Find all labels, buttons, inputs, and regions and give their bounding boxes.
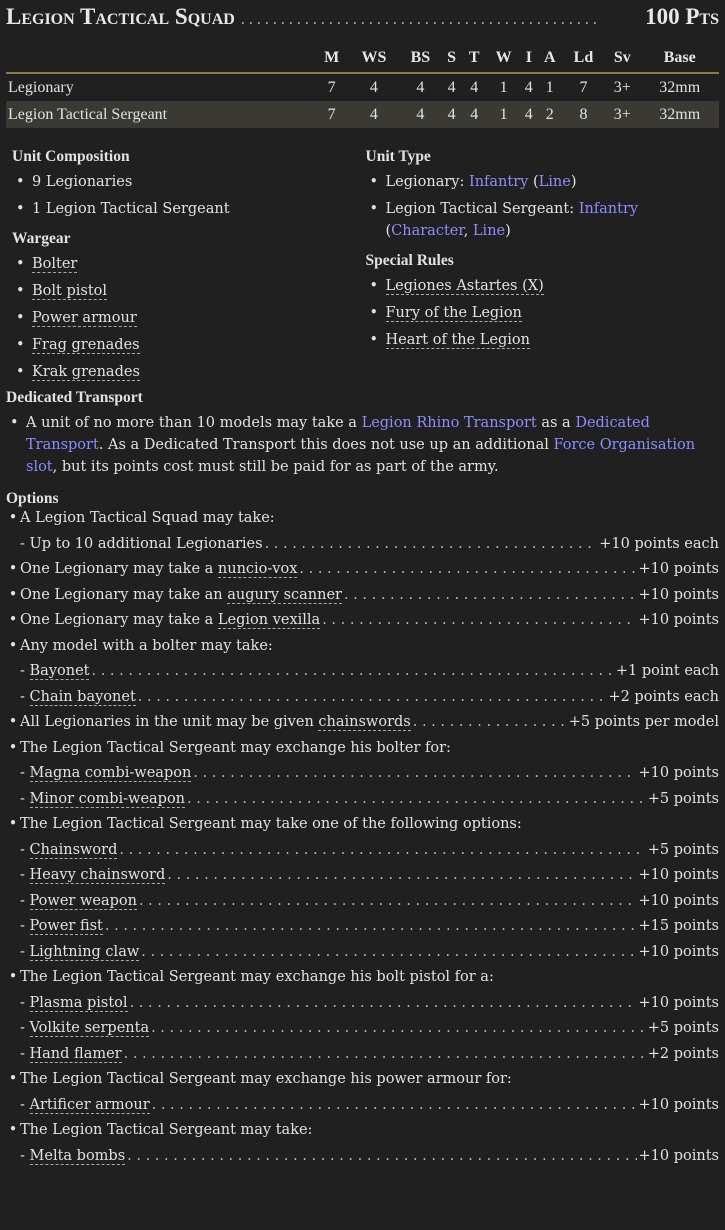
option-text	[6, 765, 191, 781]
option-label: -	[20, 943, 30, 960]
bullet-icon: •	[8, 612, 18, 628]
options-section	[6, 490, 719, 1173]
option-line	[6, 816, 719, 842]
bullet-icon: •	[8, 969, 18, 985]
leader-dots	[187, 791, 646, 807]
stat-header: S	[447, 49, 457, 66]
option-term-link[interactable]: Artificer armour	[29, 1096, 150, 1113]
option-points: +5 points	[647, 790, 719, 807]
wargear-link[interactable]: Frag grenades	[32, 337, 140, 353]
option-text	[6, 1020, 149, 1036]
stat-value: 4	[441, 101, 462, 128]
option-term-link[interactable]: Volkite serpenta	[29, 1020, 150, 1036]
option-term-link[interactable]: Plasma pistol	[29, 994, 128, 1011]
stat-value: 4	[447, 78, 456, 96]
option-text	[20, 1071, 512, 1087]
wargear-link[interactable]: Krak grenades	[32, 364, 140, 380]
infantry-link[interactable]: Infantry	[578, 201, 639, 217]
leader-dots	[151, 1020, 646, 1036]
option-points: +10 points	[638, 765, 719, 781]
text: as a	[536, 415, 576, 431]
options-heading: Options	[6, 490, 59, 507]
option-term-link[interactable]: Chain bayonet	[29, 688, 136, 705]
dedicated-transport-text	[6, 412, 719, 478]
option-points: +2 points	[647, 1045, 719, 1062]
line-link[interactable]: Line	[538, 174, 571, 190]
stat-value: 4	[524, 78, 533, 96]
profile-row	[6, 101, 719, 128]
stat-value: 8	[563, 101, 604, 128]
unit-type-item	[366, 171, 720, 193]
stat-header: Sv	[613, 49, 631, 66]
option-points: +10 points	[638, 892, 719, 909]
stat-value: 3+	[604, 101, 640, 128]
dedicated-transport-link[interactable]: Dedicated Transport	[26, 415, 650, 453]
leader-dots	[322, 612, 636, 628]
stat-value: 4	[416, 78, 425, 96]
option-label: -	[20, 1020, 30, 1036]
leader-dots	[413, 714, 567, 730]
option-points: +10 points	[638, 994, 719, 1011]
special-rules-heading: Special Rules	[365, 252, 454, 269]
option-points: +10 points	[638, 1147, 719, 1164]
option-line	[6, 587, 719, 613]
option-line	[6, 689, 719, 715]
leader-dots	[91, 663, 613, 679]
name-header	[6, 44, 315, 73]
stat-header: T	[468, 49, 480, 66]
rhino-transport-link[interactable]: Legion Rhino Transport	[361, 415, 537, 431]
option-text	[6, 1046, 122, 1062]
option-text	[20, 612, 320, 628]
option-line	[6, 944, 719, 970]
option-text	[20, 816, 522, 832]
option-label: All Legionaries in the unit may be given	[20, 714, 319, 730]
option-label: One Legionary may take a	[20, 612, 218, 628]
stat-header: A	[543, 49, 556, 66]
option-line	[6, 1148, 719, 1174]
paren: (	[528, 174, 539, 190]
wargear-item	[12, 280, 366, 302]
option-points: +10 points each	[599, 535, 719, 552]
bullet-icon: •	[8, 561, 18, 577]
option-points: +5 points	[647, 1020, 719, 1036]
option-line	[6, 510, 719, 536]
right-column	[366, 148, 720, 393]
option-label: A Legion Tactical Squad may take:	[20, 510, 275, 526]
wargear-item	[12, 253, 366, 275]
stat-value: 4	[348, 101, 400, 128]
option-points: +10 points	[638, 586, 719, 603]
text: A unit of no more than 10 models may take a	[26, 415, 362, 431]
option-line	[6, 1020, 719, 1046]
option-line	[6, 1122, 719, 1148]
leader-dots	[130, 995, 637, 1011]
option-label: -	[20, 867, 30, 883]
unit-type-item	[366, 198, 720, 242]
stat-value: 7	[315, 101, 348, 128]
unit-name: Legion Tactical Squad	[6, 4, 235, 29]
option-text	[6, 842, 117, 858]
option-label: The Legion Tactical Sergeant may take one of the following options:	[20, 816, 522, 832]
paren: (	[385, 223, 392, 239]
option-text	[20, 638, 273, 654]
option-label: -	[20, 994, 30, 1011]
text: . As a Dedicated Transport this does not use up an additional	[98, 437, 554, 453]
option-text	[6, 995, 128, 1011]
leader-dots	[141, 944, 636, 960]
paren: )	[570, 174, 577, 190]
option-term-link[interactable]: Bayonet	[29, 663, 90, 679]
stat-value: 7	[327, 78, 336, 96]
option-term-link[interactable]: Minor combi-weapon	[29, 790, 186, 807]
option-label: -	[20, 1147, 30, 1164]
option-text	[20, 740, 451, 756]
wargear-link[interactable]: Power armour	[32, 310, 137, 326]
option-text	[20, 1122, 312, 1138]
unit-composition-heading: Unit Composition	[12, 148, 130, 165]
option-points: +15 points	[638, 918, 719, 934]
option-line	[6, 969, 719, 995]
stat-header: BS	[410, 49, 431, 66]
option-text	[6, 918, 103, 934]
special-rule-item	[366, 329, 720, 351]
option-line	[6, 867, 719, 893]
option-term-link[interactable]: Hand flamer	[29, 1045, 122, 1062]
option-label: -	[20, 790, 30, 807]
option-line	[6, 536, 719, 562]
stat-header: W	[495, 49, 512, 66]
option-line	[6, 1046, 719, 1072]
leader-dots	[138, 689, 607, 705]
option-points: +1 point each	[615, 663, 719, 679]
option-text	[20, 587, 342, 603]
option-term-link[interactable]: Heavy chainsword	[29, 867, 166, 883]
option-label: -	[20, 841, 30, 858]
stat-header: M	[324, 49, 340, 66]
option-text	[6, 791, 185, 807]
unit-type-label: Legionary:	[385, 174, 469, 190]
option-line	[6, 612, 719, 638]
stat-value: 4	[470, 78, 479, 96]
stat-value: 1	[499, 78, 508, 96]
option-label: One Legionary may take a	[20, 561, 218, 577]
option-label: The Legion Tactical Sergeant may exchange his bolt pistol for a:	[20, 969, 494, 985]
special-rule-link[interactable]: Heart of the Legion	[385, 332, 530, 348]
unit-title-row	[6, 0, 719, 44]
option-text	[6, 1097, 150, 1113]
option-points: +10 points	[638, 867, 719, 883]
leader-dots	[152, 1097, 637, 1113]
leader-dots	[105, 918, 637, 934]
option-label: -	[20, 1096, 30, 1113]
option-line	[6, 1097, 719, 1123]
wargear-item	[12, 361, 366, 383]
special-rule-item	[366, 302, 720, 324]
leader-dots	[193, 765, 636, 781]
title-leader-dots	[241, 4, 639, 30]
option-label: -	[20, 765, 30, 781]
text: , but its points cost must still be paid for as part of the army.	[52, 459, 499, 475]
option-line	[6, 791, 719, 817]
bullet-icon: •	[8, 714, 18, 730]
option-text	[6, 944, 139, 960]
option-term-link[interactable]: nuncio-vox	[217, 561, 298, 577]
option-term-link[interactable]: chainswords	[318, 714, 411, 730]
stat-header: Base	[663, 49, 696, 66]
option-line	[6, 561, 719, 587]
stat-value: 1	[486, 101, 521, 128]
option-points: +10 points	[638, 612, 719, 628]
leader-dots	[344, 587, 637, 603]
profile-row	[6, 73, 719, 101]
line-link[interactable]: Line	[472, 223, 506, 239]
stat-value: 32mm	[640, 101, 719, 128]
leader-dots	[265, 536, 598, 552]
option-term-link[interactable]: Legion vexilla	[217, 612, 321, 628]
option-line	[6, 638, 719, 664]
option-label: The Legion Tactical Sergeant may take:	[20, 1122, 313, 1138]
option-term-link[interactable]: Melta bombs	[29, 1147, 126, 1164]
option-line	[6, 1071, 719, 1097]
leader-dots	[299, 561, 636, 577]
option-label: -	[20, 918, 30, 934]
option-term-link[interactable]: Lightning claw	[29, 943, 140, 960]
wargear-item	[12, 307, 366, 329]
bullet-icon: •	[8, 739, 18, 756]
left-column	[6, 148, 366, 393]
option-line	[6, 995, 719, 1021]
option-term-link[interactable]: augury scanner	[227, 586, 342, 603]
option-text	[6, 893, 137, 909]
option-line	[6, 714, 719, 740]
option-text	[20, 714, 411, 730]
option-text	[6, 689, 136, 705]
option-text	[20, 969, 494, 985]
wargear-link[interactable]: Bolter	[32, 256, 78, 272]
option-label: - Up to 10 additional Legionaries	[20, 535, 263, 552]
wargear-link[interactable]: Bolt pistol	[32, 283, 108, 299]
option-points: +10 points	[638, 561, 719, 577]
option-text	[6, 663, 89, 679]
leader-dots	[167, 867, 636, 883]
option-points: +5 points per model	[568, 714, 719, 730]
unit-points: 100 Pts	[645, 4, 719, 29]
option-term-link[interactable]: Chainsword	[29, 841, 118, 858]
infantry-link[interactable]: Infantry	[468, 174, 529, 190]
option-label: One Legionary may take an	[20, 586, 228, 603]
wargear-heading: Wargear	[12, 230, 71, 247]
comma: ,	[463, 223, 473, 239]
option-line	[6, 663, 719, 689]
option-text	[6, 536, 263, 552]
stat-header: Ld	[573, 49, 594, 66]
unit-type-label: Legion Tactical Sergeant:	[385, 201, 579, 217]
profile-header-row	[6, 44, 719, 73]
option-term-link[interactable]: Power weapon	[29, 892, 137, 909]
stat-header: I	[525, 49, 532, 66]
wargear-item	[12, 334, 366, 356]
composition-item: • 9 Legionaries	[12, 171, 366, 193]
option-line	[6, 765, 719, 791]
stat-value: 4	[400, 101, 441, 128]
option-label: The Legion Tactical Sergeant may exchange his power armour for:	[20, 1071, 512, 1087]
option-term-link[interactable]: Power fist	[29, 918, 103, 934]
bullet-icon: •	[8, 510, 18, 526]
option-label: -	[20, 663, 30, 679]
option-label: The Legion Tactical Sergeant may exchange his bolter for:	[20, 739, 451, 756]
dedicated-transport-heading: Dedicated Transport	[6, 389, 143, 406]
profile-name: Legion Tactical Sergeant	[6, 101, 315, 128]
stat-value: 1	[545, 78, 554, 96]
option-label: Any model with a bolter may take:	[20, 637, 273, 654]
stat-value: 4	[369, 78, 378, 96]
option-label: -	[20, 688, 30, 705]
option-text	[6, 867, 165, 883]
stat-value: 3+	[613, 78, 631, 96]
paren: )	[505, 223, 511, 239]
profile-name: Legionary	[8, 78, 74, 96]
leader-dots	[119, 842, 645, 858]
option-points: +10 points	[638, 1096, 719, 1113]
option-label: -	[20, 892, 30, 909]
profile-table	[6, 44, 719, 128]
special-rule-link[interactable]: Legiones Astartes (X)	[385, 278, 544, 294]
stat-value: 32mm	[659, 78, 701, 96]
option-text	[6, 1148, 125, 1164]
dedicated-transport-section	[6, 389, 719, 478]
option-points: +5 points	[647, 841, 719, 858]
leader-dots	[139, 893, 637, 909]
force-org-slot-link[interactable]: Force Organisation slot	[26, 437, 696, 475]
special-rule-item	[366, 275, 720, 297]
option-line	[6, 842, 719, 868]
option-line	[6, 740, 719, 766]
special-rule-link[interactable]: Fury of the Legion	[385, 305, 522, 321]
bullet-icon: •	[8, 816, 18, 832]
option-points: +2 points each	[608, 688, 719, 705]
option-points: +10 points	[638, 943, 719, 960]
stat-value: 7	[579, 78, 588, 96]
option-text	[20, 561, 297, 577]
stat-value: 4	[521, 101, 537, 128]
stat-header: WS	[361, 49, 387, 66]
stat-value: 4	[462, 101, 486, 128]
option-line	[6, 918, 719, 944]
leader-dots	[124, 1046, 646, 1062]
option-line	[6, 893, 719, 919]
option-term-link[interactable]: Magna combi-weapon	[29, 765, 192, 781]
unit-type-heading: Unit Type	[365, 148, 431, 165]
option-label: -	[20, 1045, 30, 1062]
bullet-icon: •	[8, 637, 18, 654]
character-link[interactable]: Character	[391, 223, 464, 239]
composition-item: • 1 Legion Tactical Sergeant	[12, 198, 366, 220]
bullet-icon: •	[8, 1122, 18, 1138]
option-text	[20, 510, 275, 526]
stat-value: 2	[537, 101, 563, 128]
bullet-icon: •	[8, 586, 18, 603]
bullet-icon: •	[8, 1071, 18, 1087]
leader-dots	[127, 1148, 636, 1164]
